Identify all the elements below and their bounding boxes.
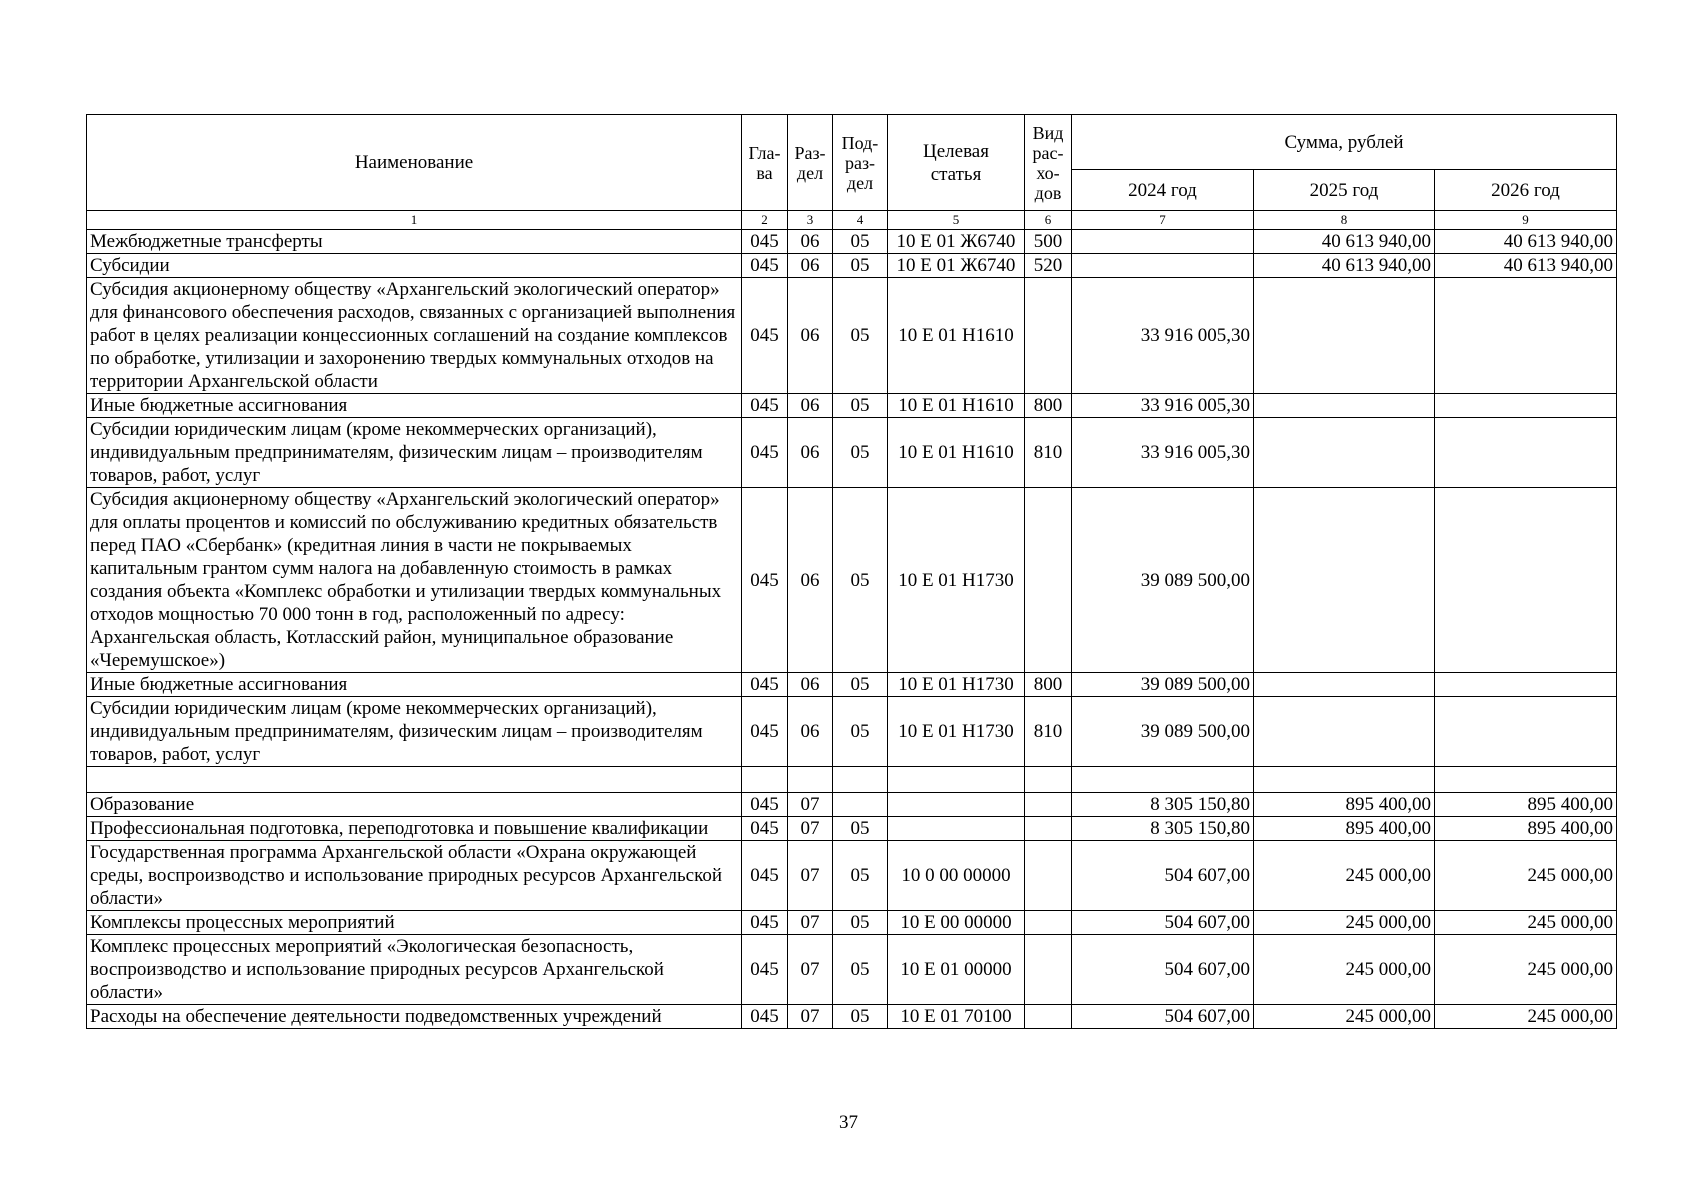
cell-section: 06	[788, 254, 833, 278]
cell-expense-type	[1025, 793, 1072, 817]
cell-chapter: 045	[742, 1005, 788, 1029]
cell-sum-2026	[1435, 488, 1617, 673]
cell-sum-2024: 504 607,00	[1072, 935, 1254, 1005]
cell-chapter: 045	[742, 488, 788, 673]
cell-subsection: 05	[833, 278, 888, 394]
cell-expense-type	[1025, 767, 1072, 793]
cell-expense-type: 500	[1025, 230, 1072, 254]
cell-sum-2026	[1435, 418, 1617, 488]
cell-subsection	[833, 767, 888, 793]
cell-sum-2026: 895 400,00	[1435, 817, 1617, 841]
cell-name: Комплексы процессных мероприятий	[87, 911, 742, 935]
cell-section: 06	[788, 697, 833, 767]
cell-target-article: 10 Е 01 Ж6740	[888, 230, 1025, 254]
cell-name: Субсидии юридическим лицам (кроме некоммерческих организаций), индивидуальным предпринимателям, физическим лицам – производителям товаров, работ, услуг	[87, 697, 742, 767]
cell-sum-2026: 245 000,00	[1435, 911, 1617, 935]
column-number: 4	[833, 211, 888, 230]
cell-chapter: 045	[742, 673, 788, 697]
cell-sum-2024: 33 916 005,30	[1072, 418, 1254, 488]
header-year-2025: 2025 год	[1254, 170, 1435, 211]
cell-section: 07	[788, 1005, 833, 1029]
cell-target-article: 10 Е 01 Ж6740	[888, 254, 1025, 278]
cell-target-article	[888, 793, 1025, 817]
cell-subsection: 05	[833, 935, 888, 1005]
cell-sum-2026	[1435, 673, 1617, 697]
cell-sum-2026: 245 000,00	[1435, 841, 1617, 911]
header-chapter: Гла- ва	[742, 115, 788, 211]
cell-target-article: 10 Е 00 00000	[888, 911, 1025, 935]
header-target-article: Целевая статья	[888, 115, 1025, 211]
cell-sum-2024: 39 089 500,00	[1072, 488, 1254, 673]
table-row	[87, 254, 1617, 278]
cell-sum-2025	[1254, 673, 1435, 697]
cell-expense-type	[1025, 488, 1072, 673]
cell-subsection: 05	[833, 673, 888, 697]
cell-name: Иные бюджетные ассигнования	[87, 673, 742, 697]
column-number: 7	[1072, 211, 1254, 230]
cell-section: 06	[788, 418, 833, 488]
budget-table-sheet	[86, 114, 1616, 1029]
cell-sum-2025: 40 613 940,00	[1254, 254, 1435, 278]
column-number: 1	[87, 211, 742, 230]
cell-subsection: 05	[833, 254, 888, 278]
cell-target-article: 10 0 00 00000	[888, 841, 1025, 911]
cell-subsection: 05	[833, 1005, 888, 1029]
table-row	[87, 841, 1617, 911]
cell-section: 07	[788, 817, 833, 841]
cell-expense-type	[1025, 935, 1072, 1005]
cell-subsection: 05	[833, 697, 888, 767]
table-row	[87, 394, 1617, 418]
page-number: 37	[839, 1112, 858, 1133]
cell-sum-2026	[1435, 767, 1617, 793]
cell-sum-2025	[1254, 394, 1435, 418]
cell-subsection: 05	[833, 230, 888, 254]
column-number: 8	[1254, 211, 1435, 230]
cell-sum-2026: 895 400,00	[1435, 793, 1617, 817]
table-row	[87, 278, 1617, 394]
cell-sum-2024: 504 607,00	[1072, 911, 1254, 935]
cell-section: 06	[788, 488, 833, 673]
cell-target-article: 10 Е 01 Н1610	[888, 278, 1025, 394]
cell-name: Иные бюджетные ассигнования	[87, 394, 742, 418]
cell-sum-2026: 40 613 940,00	[1435, 230, 1617, 254]
cell-name: Расходы на обеспечение деятельности подведомственных учреждений	[87, 1005, 742, 1029]
cell-chapter: 045	[742, 254, 788, 278]
cell-chapter: 045	[742, 911, 788, 935]
cell-sum-2026	[1435, 278, 1617, 394]
cell-chapter	[742, 767, 788, 793]
cell-target-article: 10 Е 01 00000	[888, 935, 1025, 1005]
cell-name: Субсидии юридическим лицам (кроме некоммерческих организаций), индивидуальным предпринимателям, физическим лицам – производителям товаров, работ, услуг	[87, 418, 742, 488]
column-number: 3	[788, 211, 833, 230]
cell-sum-2024	[1072, 767, 1254, 793]
cell-sum-2026	[1435, 394, 1617, 418]
cell-chapter: 045	[742, 817, 788, 841]
cell-chapter: 045	[742, 935, 788, 1005]
column-number: 9	[1435, 211, 1617, 230]
cell-target-article: 10 Е 01 70100	[888, 1005, 1025, 1029]
cell-section: 06	[788, 394, 833, 418]
cell-name: Комплекс процессных мероприятий «Экологическая безопасность, воспроизводство и использование природных ресурсов Архангельской области»	[87, 935, 742, 1005]
cell-section: 06	[788, 230, 833, 254]
cell-target-article: 10 Е 01 Н1730	[888, 673, 1025, 697]
budget-table	[86, 114, 1617, 1029]
cell-sum-2025	[1254, 767, 1435, 793]
cell-sum-2024	[1072, 230, 1254, 254]
cell-chapter: 045	[742, 697, 788, 767]
cell-sum-2024: 33 916 005,30	[1072, 394, 1254, 418]
header-subsection: Под- раз- дел	[833, 115, 888, 211]
cell-sum-2025: 40 613 940,00	[1254, 230, 1435, 254]
table-row	[87, 935, 1617, 1005]
table-row	[87, 673, 1617, 697]
cell-target-article: 10 Е 01 Н1730	[888, 488, 1025, 673]
header-sum: Сумма, рублей	[1072, 115, 1617, 170]
cell-chapter: 045	[742, 841, 788, 911]
cell-section: 07	[788, 793, 833, 817]
cell-name: Межбюджетные трансферты	[87, 230, 742, 254]
cell-name: Субсидия акционерному обществу «Архангельский экологический оператор» для оплаты процентов и комиссий по обслуживанию кредитных обязательств перед ПАО «Сбербанк» (кредитная линия в части не покрываемых капитальным грантом сумм налога на добавленную стоимость в рамках создания объекта «Комплекс обработки и утилизации твердых коммунальных отходов мощностью 70 000 тонн в год, расположенный по адресу: Архангельская область, Котласский район, муниципальное образование «Черемушское»)	[87, 488, 742, 673]
column-number: 2	[742, 211, 788, 230]
table-row	[87, 817, 1617, 841]
cell-name: Профессиональная подготовка, переподготовка и повышение квалификации	[87, 817, 742, 841]
cell-name: Субсидия акционерному обществу «Архангельский экологический оператор» для финансового обеспечения расходов, связанных с организацией выполнения работ в целях реализации концессионных соглашений на создание комплексов по обработке, утилизации и захоронению твердых коммунальных отходов на территории Архангельской области	[87, 278, 742, 394]
cell-sum-2024: 39 089 500,00	[1072, 673, 1254, 697]
cell-expense-type: 810	[1025, 697, 1072, 767]
cell-name: Государственная программа Архангельской области «Охрана окружающей среды, воспроизводство и использование природных ресурсов Архангельской области»	[87, 841, 742, 911]
cell-expense-type: 810	[1025, 418, 1072, 488]
cell-sum-2024	[1072, 254, 1254, 278]
table-row	[87, 767, 1617, 793]
cell-subsection: 05	[833, 418, 888, 488]
header-row	[87, 115, 1617, 170]
cell-target-article	[888, 817, 1025, 841]
cell-target-article: 10 Е 01 Н1610	[888, 394, 1025, 418]
table-row	[87, 793, 1617, 817]
header-year-2026: 2026 год	[1435, 170, 1617, 211]
cell-chapter: 045	[742, 793, 788, 817]
cell-section: 07	[788, 911, 833, 935]
cell-section: 06	[788, 278, 833, 394]
cell-sum-2025	[1254, 488, 1435, 673]
cell-target-article	[888, 767, 1025, 793]
cell-expense-type	[1025, 1005, 1072, 1029]
table-row	[87, 488, 1617, 673]
cell-section: 07	[788, 841, 833, 911]
cell-name: Субсидии	[87, 254, 742, 278]
cell-chapter: 045	[742, 394, 788, 418]
table-row	[87, 418, 1617, 488]
cell-subsection: 05	[833, 394, 888, 418]
cell-sum-2025: 245 000,00	[1254, 1005, 1435, 1029]
cell-name	[87, 767, 742, 793]
cell-sum-2026: 245 000,00	[1435, 1005, 1617, 1029]
table-row	[87, 230, 1617, 254]
cell-expense-type	[1025, 817, 1072, 841]
cell-name: Образование	[87, 793, 742, 817]
cell-sum-2025: 245 000,00	[1254, 935, 1435, 1005]
cell-sum-2025	[1254, 418, 1435, 488]
cell-expense-type: 520	[1025, 254, 1072, 278]
column-numbers-row	[87, 211, 1617, 230]
cell-sum-2025	[1254, 697, 1435, 767]
cell-subsection: 05	[833, 911, 888, 935]
cell-sum-2026: 40 613 940,00	[1435, 254, 1617, 278]
cell-sum-2025: 245 000,00	[1254, 911, 1435, 935]
cell-expense-type	[1025, 841, 1072, 911]
cell-expense-type	[1025, 911, 1072, 935]
cell-sum-2025	[1254, 278, 1435, 394]
header-name: Наименование	[87, 115, 742, 211]
cell-sum-2025: 895 400,00	[1254, 817, 1435, 841]
cell-sum-2024: 39 089 500,00	[1072, 697, 1254, 767]
cell-section	[788, 767, 833, 793]
table-row	[87, 911, 1617, 935]
column-number: 6	[1025, 211, 1072, 230]
cell-section: 06	[788, 673, 833, 697]
header-year-2024: 2024 год	[1072, 170, 1254, 211]
table-row	[87, 697, 1617, 767]
cell-sum-2024: 8 305 150,80	[1072, 817, 1254, 841]
cell-subsection: 05	[833, 488, 888, 673]
cell-target-article: 10 Е 01 Н1610	[888, 418, 1025, 488]
cell-sum-2026	[1435, 697, 1617, 767]
cell-chapter: 045	[742, 418, 788, 488]
cell-target-article: 10 Е 01 Н1730	[888, 697, 1025, 767]
cell-sum-2025: 895 400,00	[1254, 793, 1435, 817]
table-row	[87, 1005, 1617, 1029]
cell-sum-2024: 504 607,00	[1072, 1005, 1254, 1029]
cell-expense-type	[1025, 278, 1072, 394]
cell-sum-2024: 8 305 150,80	[1072, 793, 1254, 817]
header-expense-type: Вид рас- хо- дов	[1025, 115, 1072, 211]
cell-sum-2024: 504 607,00	[1072, 841, 1254, 911]
cell-sum-2026: 245 000,00	[1435, 935, 1617, 1005]
cell-section: 07	[788, 935, 833, 1005]
cell-sum-2024: 33 916 005,30	[1072, 278, 1254, 394]
cell-subsection: 05	[833, 841, 888, 911]
table-body	[87, 230, 1617, 1029]
column-number: 5	[888, 211, 1025, 230]
cell-chapter: 045	[742, 278, 788, 394]
header-section: Раз- дел	[788, 115, 833, 211]
cell-subsection: 05	[833, 817, 888, 841]
cell-sum-2025: 245 000,00	[1254, 841, 1435, 911]
cell-chapter: 045	[742, 230, 788, 254]
cell-subsection	[833, 793, 888, 817]
cell-expense-type: 800	[1025, 394, 1072, 418]
cell-expense-type: 800	[1025, 673, 1072, 697]
